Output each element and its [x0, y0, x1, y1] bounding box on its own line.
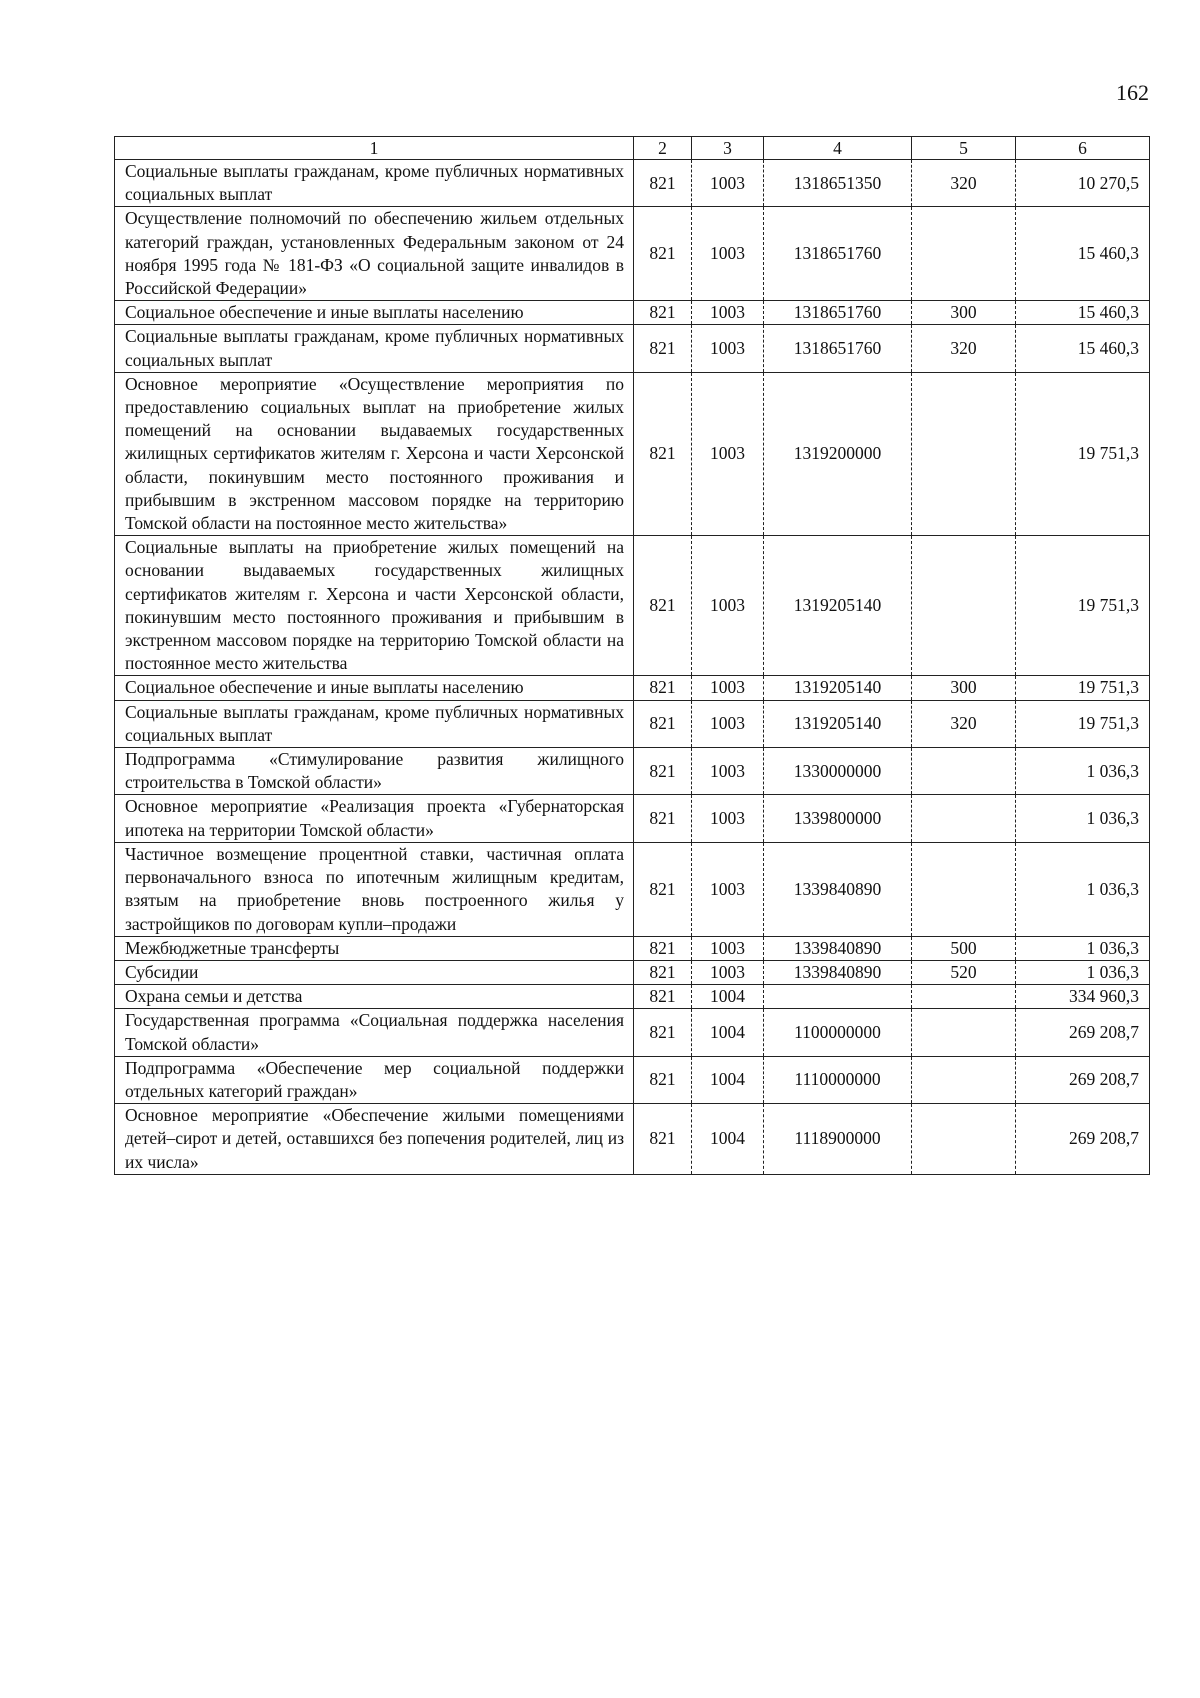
- budget-table: [114, 136, 1150, 1175]
- row-name-cell: Основное мероприятие «Обеспечение жилыми помещениями детей–сирот и детей, оставшихся без попечения родителей, лиц из их числа»: [115, 1104, 634, 1175]
- row-name-cell: Социальные выплаты гражданам, кроме публичных нормативных социальных выплат: [115, 700, 634, 747]
- row-code-cell: 821: [634, 1056, 692, 1103]
- row-name-cell: Социальные выплаты гражданам, кроме публичных нормативных социальных выплат: [115, 325, 634, 372]
- row-amount-cell: 269 208,7: [1016, 1056, 1150, 1103]
- header-cell-1: 1: [115, 137, 634, 160]
- row-section-cell: 1003: [692, 301, 764, 325]
- row-code-cell: 821: [634, 301, 692, 325]
- row-target-cell: 1318651760: [764, 207, 912, 301]
- row-section-cell: 1003: [692, 160, 764, 207]
- row-code-cell: 821: [634, 160, 692, 207]
- table-row: [115, 936, 1150, 960]
- row-target-cell: 1319205140: [764, 700, 912, 747]
- row-name-cell: Социальное обеспечение и иные выплаты населению: [115, 301, 634, 325]
- table-row: [115, 1056, 1150, 1103]
- table-row: [115, 700, 1150, 747]
- row-target-cell: 1319205140: [764, 536, 912, 676]
- table-row: [115, 795, 1150, 842]
- row-section-cell: 1003: [692, 842, 764, 936]
- row-section-cell: 1004: [692, 1104, 764, 1175]
- page-number: 162: [1116, 80, 1149, 105]
- row-code-cell: 821: [634, 700, 692, 747]
- row-target-cell: 1100000000: [764, 1009, 912, 1056]
- row-target-cell: 1339840890: [764, 960, 912, 984]
- row-type-cell: 500: [912, 936, 1016, 960]
- row-section-cell: 1003: [692, 700, 764, 747]
- row-section-cell: 1003: [692, 676, 764, 700]
- row-type-cell: [912, 1104, 1016, 1175]
- row-type-cell: 320: [912, 700, 1016, 747]
- row-code-cell: 821: [634, 325, 692, 372]
- row-target-cell: 1330000000: [764, 748, 912, 795]
- row-amount-cell: 1 036,3: [1016, 842, 1150, 936]
- row-type-cell: [912, 795, 1016, 842]
- row-target-cell: 1110000000: [764, 1056, 912, 1103]
- row-name-cell: Социальные выплаты на приобретение жилых помещений на основании выдаваемых государственных жилищных сертификатов жителям г. Херсона и части Херсонской области, покинувшим место постоянного проживания и прибывшим в экстренном массовом порядке на территорию Томской области на постоянное место жительства: [115, 536, 634, 676]
- row-name-cell: Частичное возмещение процентной ставки, частичная оплата первоначального взноса по ипотечным жилищным кредитам, взятым на приобретение вновь построенного жилья у застройщиков по договорам купли–продажи: [115, 842, 634, 936]
- header-cell-4: 4: [764, 137, 912, 160]
- row-code-cell: 821: [634, 1104, 692, 1175]
- row-type-cell: [912, 536, 1016, 676]
- row-name-cell: Подпрограмма «Стимулирование развития жилищного строительства в Томской области»: [115, 748, 634, 795]
- row-section-cell: 1003: [692, 325, 764, 372]
- row-type-cell: 300: [912, 676, 1016, 700]
- row-amount-cell: 19 751,3: [1016, 700, 1150, 747]
- row-name-cell: Социальные выплаты гражданам, кроме публичных нормативных социальных выплат: [115, 160, 634, 207]
- row-code-cell: 821: [634, 1009, 692, 1056]
- row-section-cell: 1003: [692, 960, 764, 984]
- row-amount-cell: 334 960,3: [1016, 985, 1150, 1009]
- row-code-cell: 821: [634, 842, 692, 936]
- row-section-cell: 1003: [692, 795, 764, 842]
- row-type-cell: [912, 1056, 1016, 1103]
- table-row: [115, 842, 1150, 936]
- row-amount-cell: 15 460,3: [1016, 207, 1150, 301]
- row-amount-cell: 19 751,3: [1016, 372, 1150, 535]
- row-type-cell: [912, 372, 1016, 535]
- table-row: [115, 325, 1150, 372]
- table-row: [115, 372, 1150, 535]
- header-cell-3: 3: [692, 137, 764, 160]
- row-section-cell: 1004: [692, 1009, 764, 1056]
- row-name-cell: Межбюджетные трансферты: [115, 936, 634, 960]
- row-section-cell: 1003: [692, 207, 764, 301]
- table-row: [115, 985, 1150, 1009]
- row-amount-cell: 19 751,3: [1016, 676, 1150, 700]
- row-target-cell: 1339840890: [764, 842, 912, 936]
- row-target-cell: 1318651760: [764, 325, 912, 372]
- table-row: [115, 207, 1150, 301]
- table-body: [115, 160, 1150, 1175]
- row-amount-cell: 269 208,7: [1016, 1104, 1150, 1175]
- header-cell-5: 5: [912, 137, 1016, 160]
- row-target-cell: 1118900000: [764, 1104, 912, 1175]
- row-code-cell: 821: [634, 372, 692, 535]
- table-row: [115, 301, 1150, 325]
- row-name-cell: Государственная программа «Социальная поддержка населения Томской области»: [115, 1009, 634, 1056]
- row-amount-cell: 10 270,5: [1016, 160, 1150, 207]
- row-target-cell: 1339800000: [764, 795, 912, 842]
- row-amount-cell: 15 460,3: [1016, 325, 1150, 372]
- table-header-row: [115, 137, 1150, 160]
- row-code-cell: 821: [634, 960, 692, 984]
- row-type-cell: [912, 1009, 1016, 1056]
- row-target-cell: [764, 985, 912, 1009]
- row-name-cell: Субсидии: [115, 960, 634, 984]
- row-name-cell: Охрана семьи и детства: [115, 985, 634, 1009]
- row-code-cell: 821: [634, 936, 692, 960]
- header-cell-6: 6: [1016, 137, 1150, 160]
- row-name-cell: Социальное обеспечение и иные выплаты населению: [115, 676, 634, 700]
- table-row: [115, 676, 1150, 700]
- row-type-cell: 320: [912, 160, 1016, 207]
- table-row: [115, 160, 1150, 207]
- row-amount-cell: 1 036,3: [1016, 795, 1150, 842]
- row-name-cell: Подпрограмма «Обеспечение мер социальной поддержки отдельных категорий граждан»: [115, 1056, 634, 1103]
- table-row: [115, 1009, 1150, 1056]
- row-target-cell: 1319200000: [764, 372, 912, 535]
- table-row: [115, 1104, 1150, 1175]
- row-type-cell: [912, 207, 1016, 301]
- row-type-cell: 520: [912, 960, 1016, 984]
- row-type-cell: [912, 985, 1016, 1009]
- row-section-cell: 1003: [692, 748, 764, 795]
- row-target-cell: 1339840890: [764, 936, 912, 960]
- row-target-cell: 1319205140: [764, 676, 912, 700]
- row-amount-cell: 1 036,3: [1016, 748, 1150, 795]
- table-row: [115, 536, 1150, 676]
- row-target-cell: 1318651350: [764, 160, 912, 207]
- row-amount-cell: 19 751,3: [1016, 536, 1150, 676]
- row-type-cell: 300: [912, 301, 1016, 325]
- row-type-cell: 320: [912, 325, 1016, 372]
- table-row: [115, 960, 1150, 984]
- row-section-cell: 1004: [692, 1056, 764, 1103]
- row-section-cell: 1003: [692, 536, 764, 676]
- row-amount-cell: 1 036,3: [1016, 960, 1150, 984]
- row-section-cell: 1003: [692, 936, 764, 960]
- row-code-cell: 821: [634, 207, 692, 301]
- row-section-cell: 1004: [692, 985, 764, 1009]
- row-code-cell: 821: [634, 676, 692, 700]
- row-amount-cell: 15 460,3: [1016, 301, 1150, 325]
- row-name-cell: Основное мероприятие «Реализация проекта «Губернаторская ипотека на территории Томской области»: [115, 795, 634, 842]
- header-cell-2: 2: [634, 137, 692, 160]
- row-target-cell: 1318651760: [764, 301, 912, 325]
- row-code-cell: 821: [634, 748, 692, 795]
- row-type-cell: [912, 842, 1016, 936]
- table-row: [115, 748, 1150, 795]
- row-amount-cell: 269 208,7: [1016, 1009, 1150, 1056]
- row-code-cell: 821: [634, 795, 692, 842]
- row-type-cell: [912, 748, 1016, 795]
- row-name-cell: Основное мероприятие «Осуществление мероприятия по предоставлению социальных выплат на приобретение жилых помещений на основании выдаваемых государственных жилищных сертификатов жителям г. Херсона и части Херсонской области, покинувшим место постоянного проживания и прибывшим в экстренном массовом порядке на территорию Томской области на постоянное место жительства»: [115, 372, 634, 535]
- row-code-cell: 821: [634, 985, 692, 1009]
- row-code-cell: 821: [634, 536, 692, 676]
- row-section-cell: 1003: [692, 372, 764, 535]
- row-amount-cell: 1 036,3: [1016, 936, 1150, 960]
- row-name-cell: Осуществление полномочий по обеспечению жильем отдельных категорий граждан, установленных Федеральным законом от 24 ноября 1995 года № 181-ФЗ «О социальной защите инвалидов в Российской Федерации»: [115, 207, 634, 301]
